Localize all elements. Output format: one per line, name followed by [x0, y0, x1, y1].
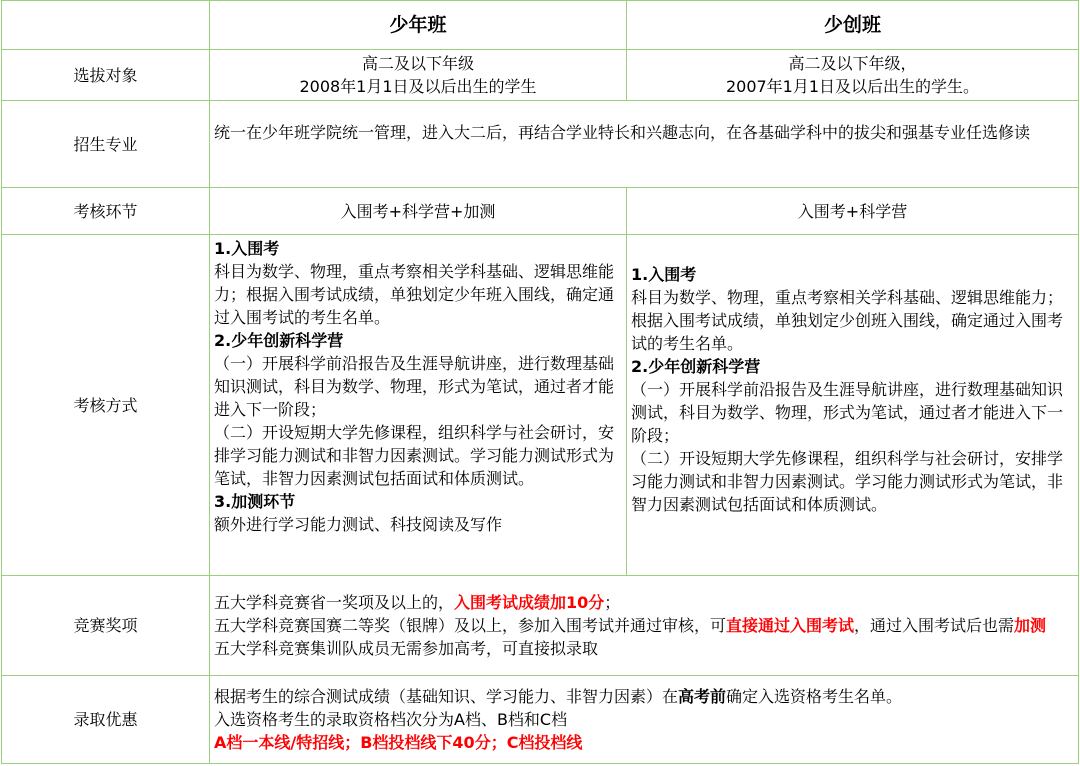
method-col1	[210, 235, 627, 576]
method-col1-heading-1: 1.入围考	[214, 239, 280, 258]
row-label-competition: 竞赛奖项	[2, 576, 210, 676]
method-col1-para-2: （一）开展科学前沿报告及生涯导航讲座，进行数理基础知识测试，科目为数学、物理，形式为笔试，通过者才能进入下一阶段；	[214, 354, 615, 419]
competition-line-1-c: ；	[604, 593, 621, 612]
header-shaonianban: 少年班	[210, 1, 627, 50]
admission-text	[210, 676, 1079, 764]
competition-line-1	[214, 591, 1074, 614]
row-method	[2, 235, 1079, 576]
target-col1-line2: 2008年1月1日及以后出生的学生	[299, 77, 537, 96]
row-label-stages: 考核环节	[2, 188, 210, 235]
method-col2	[627, 235, 1079, 576]
admission-comparison-table	[1, 0, 1079, 764]
row-label-admission: 录取优惠	[2, 676, 210, 764]
row-admission	[2, 676, 1079, 764]
method-col1-para-4: 额外进行学习能力测试、科技阅读及写作	[214, 515, 503, 534]
row-label-method: 考核方式	[2, 235, 210, 576]
competition-line-2-a: 五大学科竞赛国赛二等奖（银牌）及以上，参加入围考试并通过审核，可	[214, 616, 727, 635]
method-col2-para-2: （一）开展科学前沿报告及生涯导航讲座，进行数理基础知识测试，科目为数学、物理，形式为笔试，通过者才能进入下一阶段；	[631, 380, 1064, 445]
header-blank-cell	[2, 1, 210, 50]
method-col1-heading-2: 2.少年创新科学营	[214, 331, 344, 350]
target-col1-line1: 高二及以下年级	[361, 54, 474, 73]
row-label-target: 选拔对象	[2, 50, 210, 101]
target-col2-line1: 高二及以下年级，	[788, 54, 917, 73]
stages-col1: 入围考+科学营+加测	[210, 188, 627, 235]
method-col1-heading-3: 3.加测环节	[214, 492, 296, 511]
competition-line-2-c: ，通过入围考试后也需	[854, 616, 1015, 635]
competition-line-2-highlight: 直接通过入围考试	[726, 616, 855, 635]
row-major	[2, 101, 1079, 188]
admission-line-2: 入选资格考生的录取资格档次分为A档、B档和C档	[214, 710, 568, 729]
competition-line-3: 五大学科竞赛集训队成员无需参加高考，可直接拟录取	[214, 639, 599, 658]
admission-line-1-a: 根据考生的综合测试成绩（基础知识、学习能力、非智力因素）在	[214, 687, 679, 706]
header-row	[2, 1, 1079, 50]
competition-line-1-a: 五大学科竞赛省一奖项及以上的，	[214, 593, 455, 612]
method-col2-para-1: 科目为数学、物理，重点考察相关学科基础、逻辑思维能力；根据入围考试成绩，单独划定少创班入围线，确定通过入围考试的考生名单。	[631, 288, 1064, 353]
row-stages	[2, 188, 1079, 235]
row-competition	[2, 576, 1079, 676]
competition-line-2	[214, 614, 1074, 637]
row-target	[2, 50, 1079, 101]
major-text: 统一在少年班学院统一管理，进入大二后，再结合学业特长和兴趣志向，在各基础学科中的拔尖和强基专业任选修读	[210, 101, 1079, 188]
target-col1	[210, 50, 627, 101]
admission-line-3: A档一本线/特招线；B档投档线下40分；C档投档线	[214, 733, 583, 752]
method-col2-heading-1: 1.入围考	[631, 265, 697, 284]
method-col2-para-3: （二）开设短期大学先修课程，组织科学与社会研讨，安排学习能力测试和非智力因素测试。学习能力测试形式为笔试，非智力因素测试包括面试和体质测试。	[631, 449, 1064, 514]
admission-line-1	[214, 685, 1074, 708]
method-col1-para-3: （二）开设短期大学先修课程，组织科学与社会研讨，安排学习能力测试和非智力因素测试。学习能力测试形式为笔试，非智力因素测试包括面试和体质测试。	[214, 423, 615, 488]
header-shaochuangban: 少创班	[627, 1, 1079, 50]
method-col2-heading-2: 2.少年创新科学营	[631, 357, 761, 376]
row-label-major: 招生专业	[2, 101, 210, 188]
target-col2	[627, 50, 1079, 101]
admission-line-1-c: 确定入选资格考生名单。	[726, 687, 903, 706]
competition-text	[210, 576, 1079, 676]
admission-line-1-bold: 高考前	[678, 687, 727, 706]
method-col1-para-1: 科目为数学、物理，重点考察相关学科基础、逻辑思维能力；根据入围考试成绩，单独划定少年班入围线，确定通过入围考试的考生名单。	[214, 262, 615, 327]
stages-col2: 入围考+科学营	[627, 188, 1079, 235]
competition-line-1-highlight: 入围考试成绩加10分	[454, 593, 605, 612]
competition-line-2-highlight-2: 加测	[1014, 616, 1047, 635]
target-col2-line2: 2007年1月1日及以后出生的学生。	[725, 77, 980, 96]
